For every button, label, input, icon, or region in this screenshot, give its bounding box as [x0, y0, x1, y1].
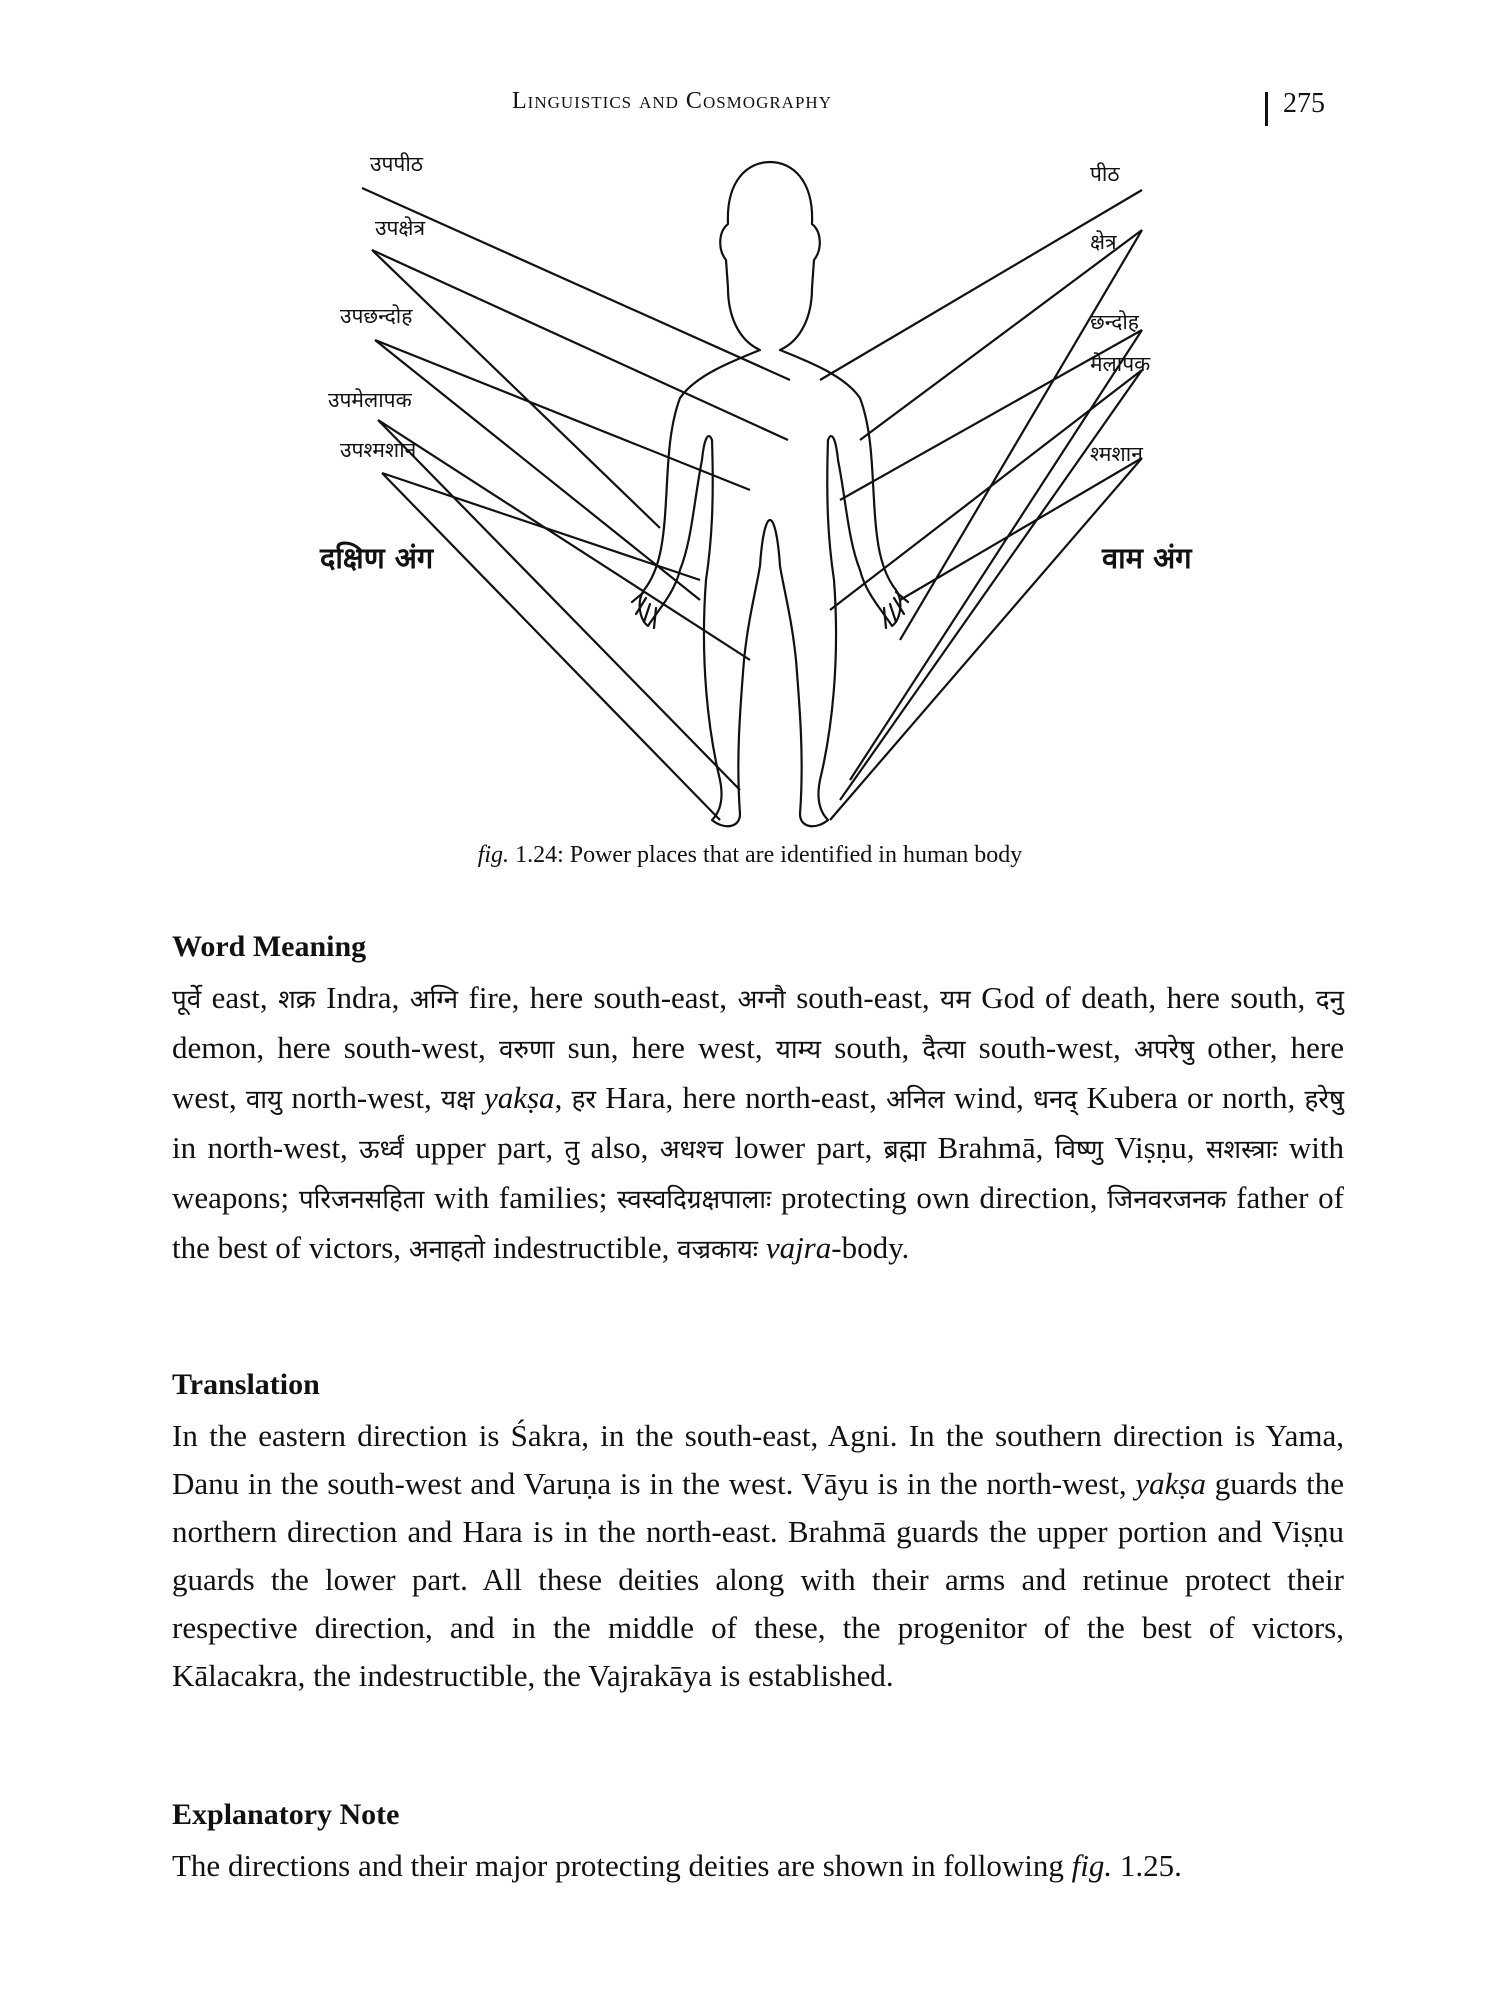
sanskrit-term: अनाहतो — [408, 1235, 486, 1265]
label-right-side: दक्षिण अंग — [320, 541, 434, 575]
translation-text-part2: guards the northern direction and Hara is in the north-east. Brahmā guards the upper portion and Viṣṇu guards the lower part. All these deities along with their arms and retinue protect their respective direction, and in the middle of these, the progenitor of the best of victors, Kālacakra, the indestructible, the Vajrakāya is established. — [172, 1466, 1344, 1693]
sanskrit-term: सशस्त्राः — [1205, 1135, 1278, 1165]
body-diagram — [300, 140, 1220, 840]
meaning-text: protecting own direction, — [771, 1180, 1108, 1215]
meaning-text: sun, here west, — [554, 1030, 776, 1065]
sanskrit-term: धनद् — [1033, 1085, 1078, 1115]
explanatory-fig-ref: 1.25. — [1112, 1848, 1182, 1883]
meaning-text: fire, here south-east, — [458, 980, 738, 1015]
label-shmashana: श्मशान — [1090, 442, 1143, 466]
caption-text: 1.24: Power places that are identified in human body — [509, 842, 1023, 868]
translation-heading: Translation — [172, 1368, 320, 1401]
meaning-text: also, — [579, 1130, 660, 1165]
meaning-text: east, — [201, 980, 279, 1015]
sanskrit-term: अग्नि — [409, 985, 459, 1015]
connector-lines — [362, 188, 1142, 820]
meaning-text: Viṣṇu, — [1103, 1130, 1206, 1165]
sanskrit-term: याम्य — [775, 1035, 822, 1065]
translation-text-part1: In the eastern direction is Śakra, in the south-east, Agni. In the southern direction is Yama, Danu in the south-west and Varuṇa is in the west. Vāyu is in the north-west, — [172, 1418, 1344, 1501]
meaning-text: south-west, — [965, 1030, 1134, 1065]
sanskrit-term: अनिल — [886, 1085, 945, 1115]
running-title: Linguistics and Cosmography — [512, 88, 832, 114]
sanskrit-term: शक्र — [278, 985, 316, 1015]
label-pitha: पीठ — [1090, 162, 1120, 186]
meaning-text: with families; — [424, 1180, 618, 1215]
translation-yaksa: yakṣa — [1135, 1466, 1206, 1501]
meaning-text: south, — [821, 1030, 923, 1065]
header-rule — [1265, 92, 1268, 126]
sanskrit-term: ब्रह्मा — [883, 1135, 927, 1165]
explanatory-note-heading: Explanatory Note — [172, 1798, 400, 1831]
meaning-text: Indra, — [315, 980, 410, 1015]
meaning-text: south-east, — [785, 980, 941, 1015]
italic-term: vajra — [758, 1230, 832, 1265]
word-meaning-section — [172, 930, 1344, 1274]
sanskrit-term: ऊर्ध्वं — [359, 1135, 404, 1165]
label-upachandoha: उपछन्दोह — [340, 304, 413, 328]
sanskrit-term: अधश्च — [659, 1135, 724, 1165]
caption-prefix: fig. — [477, 842, 510, 868]
page-number: 275 — [1283, 88, 1325, 119]
word-meaning-text — [172, 974, 1344, 1274]
meaning-text: in north-west, — [172, 1130, 360, 1165]
meaning-text: upper part, — [403, 1130, 565, 1165]
word-meaning-heading: Word Meaning — [172, 930, 367, 963]
sanskrit-term: वरुणा — [498, 1035, 555, 1065]
sanskrit-term: यम — [940, 985, 971, 1015]
translation-section — [172, 1368, 1344, 1700]
figure-caption — [0, 842, 1500, 869]
sanskrit-term: वज्रकायः — [677, 1235, 759, 1265]
sanskrit-term: दैत्या — [922, 1035, 966, 1065]
italic-term: yakṣa — [474, 1080, 555, 1115]
sanskrit-term: विष्णु — [1054, 1135, 1104, 1165]
sanskrit-term: वायु — [245, 1085, 283, 1115]
meaning-text: father of the best of victors, — [172, 1180, 1345, 1265]
meaning-text: wind, — [944, 1080, 1034, 1115]
sanskrit-term: हरेषु — [1304, 1085, 1345, 1115]
sanskrit-term: स्वस्वदिग्रक्षपालाः — [617, 1185, 772, 1215]
meaning-text: God of death, here south, — [970, 980, 1316, 1015]
sanskrit-term: अपरेषु — [1133, 1035, 1195, 1065]
label-chandoha: छन्दोह — [1090, 310, 1139, 334]
label-upakshetra: उपक्षेत्र — [375, 216, 426, 240]
explanatory-note-section — [172, 1798, 1344, 1890]
meaning-text: Kubera or north, — [1077, 1080, 1305, 1115]
sanskrit-term: परिजनसहिता — [298, 1185, 425, 1215]
sanskrit-term: दनु — [1315, 985, 1344, 1015]
explanatory-note-body: The directions and their major protecting deities are shown in following — [172, 1848, 1072, 1883]
meaning-text: demon, here south-west, — [172, 1030, 499, 1065]
running-header — [0, 88, 1500, 128]
meaning-text: other, here west, — [172, 1030, 1344, 1115]
explanatory-fig-prefix: fig. — [1071, 1848, 1113, 1883]
meaning-text: , — [554, 1080, 572, 1115]
sanskrit-term: अग्नौ — [737, 985, 786, 1015]
sanskrit-term: जिनवरजनक — [1107, 1185, 1227, 1215]
explanatory-note-text — [172, 1842, 1344, 1890]
sanskrit-term: यक्ष — [440, 1085, 475, 1115]
meaning-text: -body. — [831, 1230, 910, 1265]
meaning-text: north-west, — [282, 1080, 441, 1115]
meaning-text: Brahmā, — [926, 1130, 1055, 1165]
label-left-side: वाम अंग — [1102, 541, 1192, 575]
label-upashmashana: उपश्मशान — [340, 438, 417, 462]
sanskrit-term: हर — [571, 1085, 597, 1115]
sanskrit-term: पूर्वे — [172, 985, 202, 1015]
meaning-text: with weapons; — [172, 1130, 1345, 1215]
label-melapaka: मेलापक — [1090, 352, 1151, 376]
meaning-text: Hara, here north-east, — [596, 1080, 887, 1115]
label-upapitha: उपपीठ — [370, 152, 424, 176]
label-kshetra: क्षेत्र — [1090, 230, 1117, 254]
sanskrit-term: तु — [564, 1135, 580, 1165]
translation-text — [172, 1412, 1344, 1700]
meaning-text: lower part, — [723, 1130, 884, 1165]
meaning-text: indestructible, — [485, 1230, 678, 1265]
label-upamelapaka: उपमेलापक — [328, 388, 412, 412]
body-diagram-figure — [300, 140, 1220, 840]
